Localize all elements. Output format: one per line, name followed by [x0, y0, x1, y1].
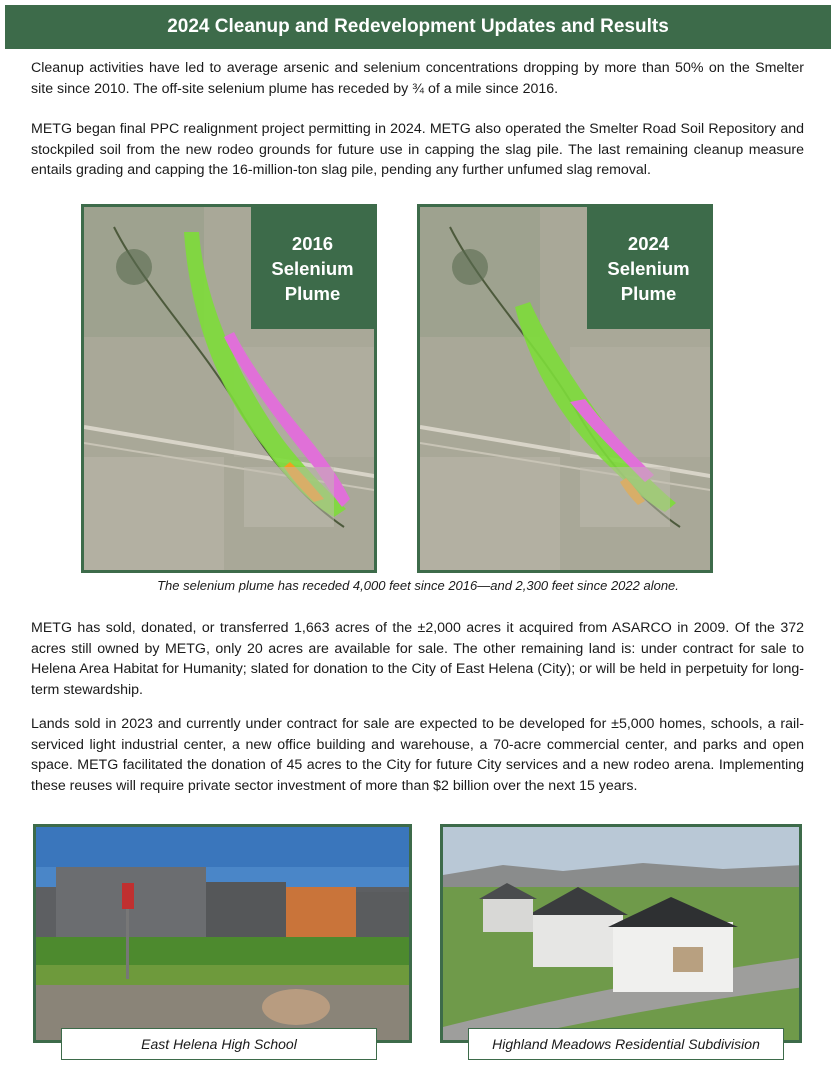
- school-image: [36, 827, 412, 1043]
- map-2024-label: [587, 207, 710, 329]
- map-2024-line1: Selenium: [607, 257, 690, 279]
- map-2016-label: [251, 207, 374, 329]
- map-2016-line2: Plume: [284, 282, 341, 304]
- permitting-paragraph: METG began final PPC realignment project permitting in 2024. METG also operated the Smelter Road Soil Repository and stockpiled soil from the new rodeo grounds for future use in capping the slag pile. The last remaining cleanup measure entails grading and capping the 16-million-ton slag pile, pending any further unfumed slag removal.: [31, 121, 804, 178]
- redevelopment-paragraph: Lands sold in 2023 and currently under contract for sale are expected to be developed for ±5,000 homes, schools, a rail-serviced light industrial center, a new office building and warehouse, a 70-acre commercial center, and parks and open space. METG facilitated the donation of 45 acres to the City for future City services and a new rodeo arena. Implementing these reuses will require private sector investment of more than $2 billion over the next 15 years.: [31, 716, 804, 794]
- map-caption: The selenium plume has receded 4,000 feet since 2016—and 2,300 feet since 2022 alone.: [157, 578, 679, 593]
- subdivision-image: [443, 827, 802, 1043]
- highland-meadows-photo: [440, 824, 802, 1043]
- map-2016-line1: Selenium: [271, 257, 354, 279]
- page-title: 2024 Cleanup and Redevelopment Updates and Results: [5, 5, 831, 49]
- map-2024-line2: Plume: [620, 282, 677, 304]
- map-2016-year: 2016: [291, 232, 334, 254]
- map-2016-selenium-plume: [81, 204, 377, 573]
- east-helena-high-school-photo: [33, 824, 412, 1043]
- subdivision-caption: Highland Meadows Residential Subdivision: [468, 1028, 784, 1060]
- land-sales-paragraph: METG has sold, donated, or transferred 1,663 acres of the ±2,000 acres it acquired from ASARCO in 2009. Of the 372 acres still owned by METG, only 20 acres are available for sale. The other remaining land is: under contract for sale to Helena Area Habitat for Humanity; slated for donation to the City of East Helena (City); or will be held in perpetuity for long-term stewardship.: [31, 620, 804, 698]
- school-caption: East Helena High School: [61, 1028, 377, 1060]
- map-2024-selenium-plume: [417, 204, 713, 573]
- map-2024-year: 2024: [627, 232, 670, 254]
- intro-paragraph: Cleanup activities have led to average arsenic and selenium concentrations dropping by more than 50% on the Smelter site since 2010. The off-site selenium plume has receded by ¾ of a mile since 2016.: [31, 60, 804, 97]
